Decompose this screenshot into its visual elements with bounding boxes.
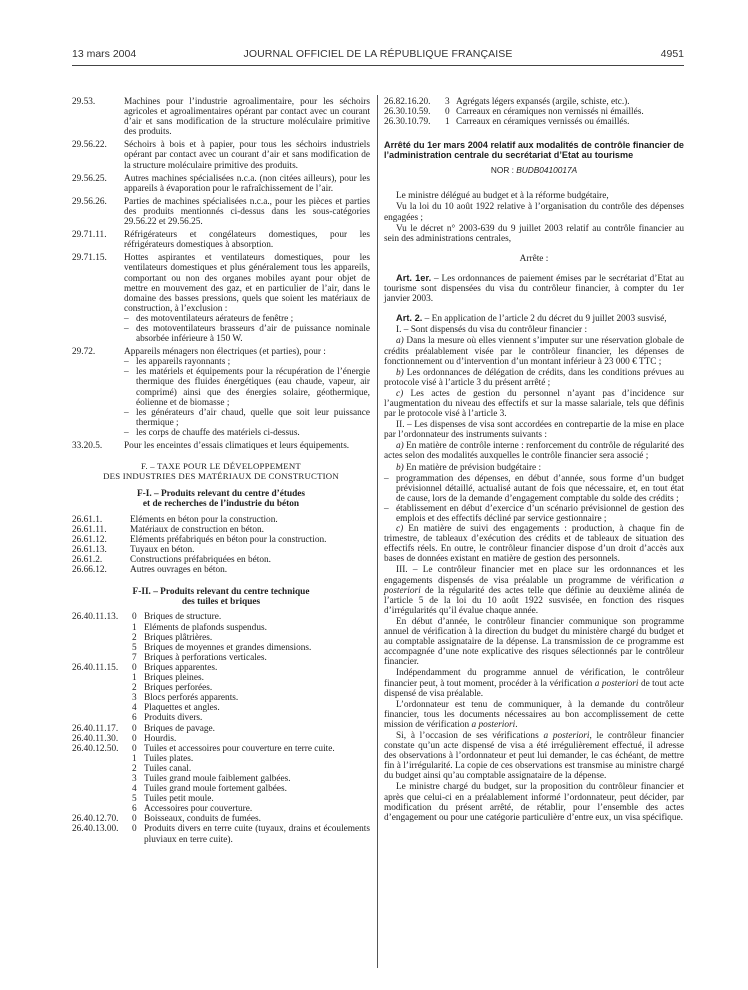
nor-code: BUDB0410017A — [516, 165, 578, 176]
product-description: Hottes aspirantes et ventilateurs domestiques, pour les ventilateurs domestiques et plus généralement tous les appareils, comportant ou non des organes mobiles ayant pour objet de mettre en mouvement des gaz, et en particulier de l’air, dans le domaine des basses pressions, quels que soient les matériaux de construction, à l’exclusion : — [124, 253, 370, 314]
product-subcode: 4 — [132, 784, 137, 795]
exclusion-item: – les corps de chauffe des matériels ci-dessus. — [124, 428, 370, 438]
product-subcode: 1 — [132, 753, 137, 764]
product-code: 29.56.22. — [72, 140, 107, 151]
product-subcode: 1 — [132, 622, 137, 633]
clay-product — [72, 713, 370, 723]
clay-product — [72, 612, 370, 622]
section-ii-b-dash-1: – programmation des dépenses, en début d’année, sous forme d’un budget prévisionnel détaillé, actualisé autant de fois que nécessaire, et, en tout état de cause, lors de la demande d’engagement comptable du solde des crédits ; — [384, 474, 684, 504]
f1-heading-line-1: F-I. – Produits relevant du centre d’études — [136, 489, 306, 500]
product-code: 29.56.26. — [72, 196, 107, 207]
item-text: En matière de contrôle interne : renforcement du contrôle de régularité des actes selon des modalités auxquelles le contrôle financier sera associé ; — [384, 441, 684, 462]
product-description: Briques à perforations verticales. — [144, 652, 267, 663]
f2-heading — [72, 587, 370, 607]
product-description: Produits divers en terre cuite (tuyaux, drains et écoulements pluviaux en terre cuite). — [144, 824, 370, 845]
left-column — [72, 97, 370, 845]
concrete-product — [72, 525, 370, 535]
product-description: Boisseaux, conduits de fumées. — [144, 814, 261, 825]
exclusion-list — [124, 314, 370, 344]
product-subcode: 2 — [132, 683, 137, 694]
product-description: Briques apparentes. — [144, 662, 218, 673]
product-description: Carreaux en céramiques non vernissés ni émaillés. — [456, 107, 644, 118]
paragraph-annual-programme: En début d’année, le contrôleur financier communique son programme annuel de vérification à la direction du budget du ministère chargé du budget et au comptable assignataire de la dépense. La transmission de ce programme est accompagnée d’une note explicative des risques sélectionnés par le contrôleur financier. — [384, 616, 684, 668]
continued-product — [384, 107, 684, 117]
product-description: Tuiles grand moule fortement galbées. — [144, 784, 287, 795]
section-i-a — [384, 336, 684, 366]
text-italic: a posteriori — [471, 719, 516, 730]
product-code: 26.66.12. — [72, 564, 107, 575]
product-entries — [72, 97, 370, 451]
product-description: Eléments de plafonds suspendus. — [144, 622, 267, 633]
product-subcode: 1 — [132, 673, 137, 684]
product-subcode: 3 — [132, 773, 137, 784]
product-entry — [72, 253, 370, 344]
section-f-title — [72, 461, 370, 481]
concrete-product — [72, 515, 370, 525]
nor-reference — [384, 165, 684, 175]
text-italic: a posteriori — [594, 678, 639, 689]
f2-list — [72, 612, 370, 844]
product-code: 26.30.10.79. — [384, 117, 431, 128]
text-part: de la régularité des actes telle que définie au deuxième alinéa de l’article 5 de la loi du 10 août 1922 susvisée, en fonction des risques d’irrégularités qu’il évalue chaque année. — [384, 585, 684, 616]
product-description: Réfrigérateurs et congélateurs domestiques, pour les réfrigérateurs domestiques à absorption. — [124, 230, 370, 251]
section-i: I. – Sont dispensés du visa du contrôleur financier : — [396, 325, 588, 336]
product-subcode: 0 — [132, 733, 137, 744]
section-ii-b — [384, 463, 684, 473]
product-code: 26.61.13. — [72, 544, 107, 555]
product-description: Briques pleines. — [144, 673, 204, 684]
product-subcode: 5 — [132, 642, 137, 653]
product-description: Briques de moyennes et grandes dimensions. — [144, 642, 312, 653]
paragraph-independent-check — [384, 668, 684, 698]
product-code: 26.40.11.30. — [72, 733, 119, 744]
product-description: Autres ouvrages en béton. — [130, 564, 228, 575]
product-subcode: 1 — [445, 117, 450, 128]
product-subcode: 6 — [132, 804, 137, 815]
f2-heading-line-2: des tuiles et briques — [181, 597, 261, 608]
section-ii: II. – Les dispenses de visa sont accordées en contrepartie de la mise en place par l’ordonnateur des instruments suivants : — [384, 420, 684, 441]
product-subcode: 0 — [132, 824, 137, 835]
f2-heading-line-1: F-II. – Produits relevant du centre technique — [132, 587, 310, 598]
clay-product — [72, 784, 370, 794]
journal-title: JOURNAL OFFICIEL DE LA RÉPUBLIQUE FRANÇAISE — [243, 48, 513, 60]
article-1 — [384, 273, 684, 304]
section-i-c — [384, 389, 684, 419]
product-subcode: 0 — [132, 743, 137, 754]
product-description: Machines pour l’industrie agroalimentaire, pour les séchoirs agricoles et agroalimentaires opérant par contact avec un courant d’air et sans modification de la structure moléculaire primitive des produits. — [124, 97, 370, 138]
product-code: 26.40.11.15. — [72, 662, 119, 673]
concrete-product — [72, 535, 370, 545]
product-code: 26.40.13.00. — [72, 824, 119, 835]
product-code: 29.71.15. — [72, 253, 107, 264]
page-number: 4951 — [660, 48, 684, 60]
clay-product — [72, 744, 370, 754]
section-ii-c — [384, 524, 684, 564]
product-code: 26.82.16.20. — [384, 97, 431, 107]
clay-product — [72, 774, 370, 784]
text-part: Indépendamment du programme annuel de vérification, le contrôleur financier peut, à tout moment, procéder à la vérification — [384, 668, 684, 689]
arrete-title: Arrêté du 1er mars 2004 relatif aux modalités de contrôle financier de l’administration centrale du secrétariat d’Etat au tourisme — [384, 140, 684, 161]
product-description: Briques de pavage. — [144, 723, 215, 734]
text-part: , le contrôleur financier constate qu’un acte dispensé de visa a été irrégulièrement effectué, il adresse des observations à l’ordonnateur et peut lui demander, le cas échéant, de mettre fin à l’irrégularité. La copie de ces observations est transmise au ministre chargé du budget ainsi qu’au comptable assignataire de la dépense. — [384, 730, 684, 782]
paragraph-documents — [384, 700, 684, 730]
continued-product-list — [384, 97, 684, 127]
product-code: 29.56.25. — [72, 173, 107, 184]
section-ii-b-dash-2: – établissement en début d’exercice d’un scénario prévisionnel de gestion des emplois et des effectifs décliné par service gestionnaire ; — [384, 504, 684, 524]
product-description: Autres machines spécialisées n.c.a. (non citées ailleurs), pour les appareils à évaporation pour le rafraîchissement de l’air. — [124, 173, 370, 194]
product-description: Tuiles plates. — [144, 753, 194, 764]
paragraph-irregularity — [384, 731, 684, 781]
product-description: Briques perforées. — [144, 683, 213, 694]
product-code: 26.61.12. — [72, 534, 107, 545]
clay-product — [72, 653, 370, 663]
clay-product — [72, 633, 370, 643]
item-text: Les actes de gestion du personnel n’ayant pas d’incidence sur l’augmentation du niveau des effectifs et sur la masse salariale, tels que définis par le protocole visé à l’article 3. — [384, 388, 684, 420]
text-part: Si, à l’occasion de ses vérifications — [396, 730, 544, 741]
item-label: b) — [396, 462, 404, 473]
item-text: En matière de prévision budgétaire : — [403, 462, 542, 473]
right-column — [384, 97, 684, 824]
nor-label: NOR : — [490, 165, 517, 176]
item-label: c) — [396, 524, 404, 535]
product-subcode: 0 — [445, 107, 450, 118]
clay-product — [72, 764, 370, 774]
product-subcode: 0 — [132, 662, 137, 673]
clay-product — [72, 623, 370, 633]
paragraph-minister-decision: Le ministre chargé du budget, sur la proposition du contrôleur financier et après que celui-ci en a préalablement informé l’ordonnateur, peut décider, par modification du présent arrêté, de rétablir, pour l’ensemble des actes d’engagement ou pour une catégorie particulière d’entre eux, un visa spécifique. — [384, 782, 684, 823]
article-1-label: Art. 1er. — [396, 272, 432, 283]
item-label: a) — [396, 441, 404, 452]
exclusion-item: – les appareils rayonnants ; — [124, 357, 370, 367]
product-subcode: 6 — [132, 713, 137, 724]
product-code: 26.30.10.59. — [384, 107, 431, 118]
clay-product — [72, 703, 370, 713]
continued-product — [384, 117, 684, 127]
product-description: Matériaux de construction en béton. — [130, 524, 264, 535]
header-rule — [72, 65, 684, 66]
product-entry — [72, 140, 370, 170]
clay-product — [72, 754, 370, 764]
product-entry — [72, 97, 370, 137]
item-label: b) — [396, 367, 404, 378]
section-f-title-line-1: F. – TAXE POUR LE DÉVELOPPEMENT — [140, 461, 302, 472]
section-ii-a — [384, 441, 684, 461]
f1-heading-line-2: et de recherches de l’industrie du béton — [142, 499, 300, 510]
clay-product — [72, 693, 370, 703]
product-subcode: 0 — [132, 814, 137, 825]
article-2 — [384, 313, 684, 324]
product-subcode: 5 — [132, 794, 137, 805]
product-code: 26.40.12.50. — [72, 743, 119, 754]
exclusion-list — [124, 357, 370, 438]
item-text: Dans la mesure où elles viennent s’imputer sur une réservation globale de crédits préalablement visée par le contrôleur financier, les dépenses de fonctionnement ou d’intervention d’un montant inférieur à 23 000 € TTC ; — [384, 336, 684, 367]
item-label: a) — [396, 336, 404, 347]
product-description: Tuiles et accessoires pour couverture en terre cuite. — [144, 743, 335, 754]
exclusion-item: – des motoventilateurs aérateurs de fenêtre ; — [124, 314, 370, 324]
product-entry — [72, 441, 370, 451]
product-code: 26.61.1. — [72, 514, 103, 525]
exclusion-item: – des motoventilateurs brasseurs d’air de puissance nominale absorbée inférieure à 150 W. — [124, 324, 370, 344]
concrete-product — [72, 565, 370, 575]
exclusion-item: – les matériels et équipements pour la récupération de l’énergie thermique des fluides énergétiques (eau chaude, vapeur, air comprimé) ainsi que des énergies solaire, géothermique, éolienne et de biomasse ; — [124, 367, 370, 407]
product-description: Séchoirs à bois et à papier, pour tous les séchoirs industriels opérant par contact avec un courant d’air et sans modification de la structure moléculaire primitive des produits. — [124, 140, 370, 171]
product-subcode: 7 — [132, 652, 137, 663]
product-description: Carreaux en céramiques vernissés ou émaillés. — [456, 117, 630, 128]
product-code: 26.40.11.17. — [72, 723, 119, 734]
product-code: 26.61.2. — [72, 554, 103, 565]
product-subcode: 2 — [132, 632, 137, 643]
clay-product — [72, 673, 370, 683]
product-description: Plaquettes et angles. — [144, 703, 220, 714]
product-code: 29.53. — [72, 97, 96, 107]
item-text: Les ordonnances de délégation de crédits, dans les conditions prévues au protocole visé à l’article 3 du présent arrêté ; — [384, 367, 684, 388]
exclusion-item: – les générateurs d’air chaud, quelle que soit leur puissance thermique ; — [124, 408, 370, 428]
text-part: L’ordonnateur est tenu de communiquer, à la demande du contrôleur financier, tous les documents nécessaires au bon accomplissement de cette mission de vérification — [384, 699, 684, 730]
product-description: Constructions préfabriquées en béton. — [130, 554, 271, 565]
clay-product — [72, 794, 370, 804]
visa-1922: Vu la loi du 10 août 1922 relative à l’organisation du contrôle des dépenses engagées ; — [384, 202, 684, 223]
product-subcode: 0 — [132, 612, 137, 623]
clay-product — [72, 734, 370, 744]
arrete-label: Arrête : — [519, 253, 549, 264]
text-part: . — [515, 719, 518, 730]
section-f-title-line-2: DES INDUSTRIES DES MATÉRIAUX DE CONSTRUCTION — [103, 471, 339, 482]
issue-date: 13 mars 2004 — [72, 48, 137, 60]
clay-product — [72, 663, 370, 673]
item-text: En matière de suivi des engagements : production, à chaque fin de trimestre, de tableaux d’exécution des crédits et de tableaux de situation des effectifs réels. En outre, le contrôleur financier dispose d’un droit d’accès aux bases de données existant en matière de gestion des personnels. — [384, 524, 684, 565]
product-subcode: 0 — [132, 723, 137, 734]
product-code: 29.72. — [72, 347, 96, 358]
product-description: Tuiles grand moule faiblement galbées. — [144, 773, 291, 784]
product-description: Agrégats légers expansés (argile, schiste, etc.). — [456, 97, 630, 107]
clay-product — [72, 814, 370, 824]
product-description: Blocs perforés apparents. — [144, 693, 239, 704]
item-label: c) — [396, 388, 404, 399]
clay-product — [72, 804, 370, 814]
product-description: Eléments en béton pour la construction. — [130, 514, 278, 525]
product-description: Tuyaux en béton. — [130, 544, 195, 555]
product-entry — [72, 197, 370, 227]
page-header — [72, 48, 684, 64]
product-subcode: 4 — [132, 703, 137, 714]
product-description: Eléments préfabriqués en béton pour la construction. — [130, 534, 327, 545]
continued-product — [384, 97, 684, 107]
product-subcode: 2 — [132, 763, 137, 774]
product-description: Parties de machines spécialisées n.c.a., pour les pièces et parties des produits mentionnés ci-dessus dans les sous-catégories 29.56.22 et 29.56.25. — [124, 196, 370, 228]
text-part: de tout acte dispensé de visa préalable. — [384, 678, 684, 699]
product-description: Appareils ménagers non électriques (et parties), pour : — [124, 347, 326, 358]
clay-product — [72, 824, 370, 844]
product-code: 29.71.11. — [72, 230, 107, 241]
product-description: Briques plâtrières. — [144, 632, 213, 643]
visa-decret-2003: Vu le décret n° 2003-639 du 9 juillet 2003 relatif au contrôle financier au sein des administrations centrales, — [384, 223, 684, 244]
product-entry — [72, 347, 370, 438]
text-italic: a posteriori — [543, 730, 590, 741]
f1-list — [72, 515, 370, 576]
product-code: 26.61.11. — [72, 524, 107, 535]
concrete-product — [72, 555, 370, 565]
column-separator — [377, 95, 378, 968]
section-iii — [384, 565, 684, 615]
text-part: III. – Le contrôleur financier met en place sur les ordonnances et les engagements dispensés de visa préalable un programme de vérification — [384, 565, 684, 586]
article-2-text: – En application de l’article 2 du décret du 9 juillet 2003 susvisé, — [422, 314, 667, 325]
clay-product — [72, 643, 370, 653]
section-i-b — [384, 368, 684, 388]
product-description: Produits divers. — [144, 713, 203, 724]
clay-product — [72, 683, 370, 693]
product-description: Tuiles canal. — [144, 763, 192, 774]
product-description: Accessoires pour couverture. — [144, 804, 253, 815]
product-entry — [72, 174, 370, 194]
product-description: Tuiles petit moule. — [144, 794, 214, 805]
product-code: 26.40.11.13. — [72, 612, 119, 623]
article-1-text: – Les ordonnances de paiement émises par le secrétariat d’Etat au tourisme sont dispensées du visa du contrôleur financier, à compter du 1er janvier 2003. — [384, 273, 684, 305]
product-code: 33.20.5. — [72, 441, 103, 451]
product-description: Hourdis. — [144, 733, 177, 744]
product-entry — [72, 230, 370, 250]
product-subcode: 3 — [132, 693, 137, 704]
article-2-label: Art. 2. — [396, 313, 423, 324]
product-subcode: 3 — [445, 97, 450, 107]
f1-heading — [72, 489, 370, 509]
clay-product — [72, 724, 370, 734]
product-code: 26.40.12.70. — [72, 814, 119, 825]
product-description: Pour les enceintes d’essais climatiques et leurs équipements. — [124, 441, 350, 451]
concrete-product — [72, 545, 370, 555]
product-description: Briques de structure. — [144, 612, 222, 623]
minister-line: Le ministre délégué au budget et à la réforme budgétaire, — [396, 191, 609, 202]
text-italic: a posteriori — [384, 575, 684, 596]
